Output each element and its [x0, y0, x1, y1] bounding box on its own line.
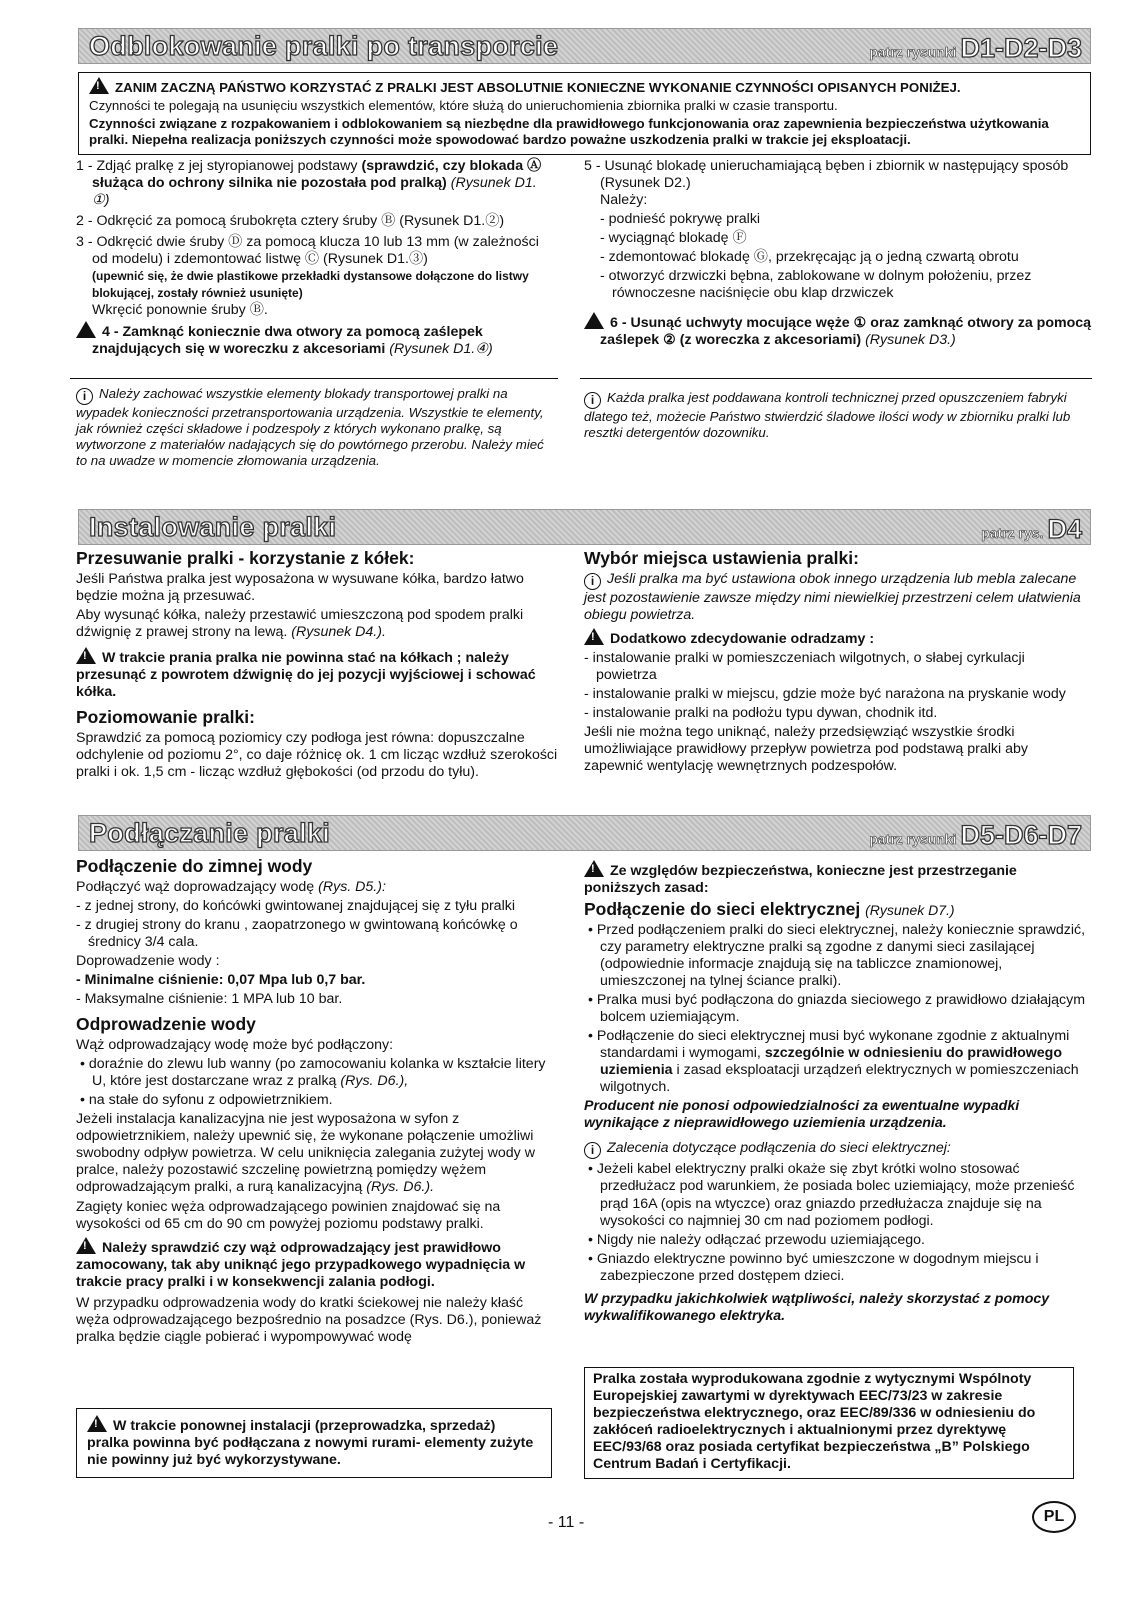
warning-icon — [584, 628, 604, 645]
connect-right: !Ze względów bezpieczeństwa, konieczne jest przestrzeganie poniższych zasad: Podłączenie do sieci elektrycznej (Rysunek D7.) • Przed podłączeniem pralki do sieci elektrycznej, należy koniecznie sprawdzić, czy parametry elektryczne pralki są zgodne z danymi sieci zasilającej (odpowiednie informacje znajdują się na tabliczce znamionowej, umieszczonej na tylnej ściance pralki). • Pralka musi być podłączona do gniazda sieciowego z prawidłowo działającym bolcem uziemiającym. • Podłączenie do sieci elektrycznej musi być wykonane zgodnie z aktualnymi standardami i wymogami, szczególnie w odniesieniu do prawidłowego uziemienia i zasad eksploatacji urządzeń elektrycznych w pomieszczeniach wilgotnych. Producent nie ponosi odpowiedzialności za ewentualne wypadki wynikające z nieprawidłowego uziemienia urządzenia. i Zalecenia dotyczące podłączenia do sieci elektrycznej: • Jeżeli kabel elektryczny pralki okaże się zbyt krótki wolno stosować przedłużacz pod warunkiem, że posiada bolec uziemiający, może przenieść prąd 16A (opis na wtyczce) oraz gniazdo przedłużacza znajduje się na wysokości co najmniej 30 cm nad poziomem podłogi. • Nigdy nie należy odłączać przewodu uziemiającego. • Gniazdo elektryczne powinno być umieszczone w dogodnym miejscu i zabezpieczone przed dostępem dzieci. W przypadku jakichkolwiek wątpliwości, należy skorzystać z pomocy wykwalifikowanego elektryka. — [584, 860, 1089, 1327]
note-right: i Każda pralka jest poddawana kontroli technicznej przed opuszczeniem fabryki dlatego też, możecie Państwo stwierdzić śladowe ilości wody w zbiorniku pralki lub resztki detergentów dozowniku. — [584, 390, 1071, 440]
section-title: Podłączanie pralki — [89, 818, 330, 848]
figure-ref: patrz rys. D4 — [981, 514, 1082, 544]
page-number: - 11 - — [548, 1514, 585, 1531]
warning-icon — [87, 1415, 107, 1432]
language-badge: PL — [1032, 1501, 1076, 1533]
heading: Odprowadzenie wody — [76, 1014, 256, 1035]
section-title: Odblokowanie pralki po transporcie — [89, 31, 559, 61]
warning-icon — [76, 647, 96, 664]
divider — [580, 378, 1092, 379]
connect-left: Podłączenie do zimnej wody Podłączyć wąż doprowadzający wodę (Rys. D5.): - z jednej strony, do końcówki gwintowanej znajdującej się z tyłu pralki - z drugiej strony do kranu , zaopatrzonego w gwintowaną końcówkę o średnicy 3/4 cala. Doprowadzenie wody : - Minimalne ciśnienie: 0,07 Mpa lub 0,7 bar. - Maksymalne ciśnienie: 1 MPA lub 10 bar. Odprowadzenie wody Wąż odprowadzający wodę może być podłączony: • doraźnie do zlewu lub wanny (po zamocowaniu kolanka w kształcie litery U, które jest dostarczane wraz z pralką (Rys. D6.), • na stałe do syfonu z odpowietrznikiem. Jeżeli instalacja kanalizacyjna nie jest wyposażona w syfon z odpowietrznikiem, należy upewnić się, że wykonane połączenie umożliwi swobodny odpływ powietrza. W celu uniknięcia zalegania zużytej wody w pralce, należy pozostawić szczelinę powietrzną pomiędzy wężem odprowadzającym pralki, a rurą kanalizacyjną (Rys. D6.). Zagięty koniec węża odprowadzającego powinien znajdować się na wysokości od 65 cm do 90 cm powyżej poziomu podstawy pralki. !Należy sprawdzić czy wąż odprowadzający jest prawidłowo zamocowany, tak aby uniknąć jego przypadkowego wypadnięcia w trakcie pracy pralki i w konsekwencji zalania podłogi. W przypadku odprowadzenia wody do kratki ściekowej nie należy kłaść węża odprowadzającego bezpośrednio na posadzce (Rys. D6.), ponieważ pralka będzie ciągle pobierać i wypompowywać wodę — [76, 856, 558, 1348]
figure-ref: patrz rysunki D5-D6-D7 — [869, 820, 1082, 850]
warning-icon — [89, 77, 109, 94]
heading: Poziomowanie pralki: — [76, 707, 255, 728]
heading: Podłączenie do zimnej wody — [76, 856, 313, 876]
warning-icon — [584, 860, 604, 877]
heading: Podłączenie do sieci elektrycznej (Rysunek D7.) — [584, 899, 955, 920]
figure-ref: patrz rysunki D1-D2-D3 — [869, 33, 1082, 63]
section-banner-unlock — [78, 28, 1091, 64]
warning-icon — [584, 312, 604, 329]
note-left: i Należy zachować wszystkie elementy blokady transportowej pralki na wypadek konieczności przetransportowania urządzenia. Wszystkie te elementy, jak również części składowe i podzespoły z których wykonano pralkę, są wytworzone z materiałów nadających się do powtórnego przerobu. Należy mieć to na uwadze w momencie złomowania urządzenia. — [76, 386, 544, 468]
info-icon: i — [584, 1142, 601, 1159]
divider — [70, 378, 558, 379]
reinstall-warning-box: !W trakcie ponownej instalacji (przeprowadzka, sprzedaż) pralka powinna być podłączana z nowymi rurami- elementy zużyte nie powinny już być wykorzystywane. — [76, 1408, 552, 1478]
warning-icon — [76, 321, 96, 338]
heading: Wybór miejsca ustawienia pralki: — [584, 548, 859, 568]
section-title: Instalowanie pralki — [89, 512, 337, 542]
info-icon: i — [584, 392, 601, 409]
info-icon: i — [584, 573, 601, 590]
install-right: Wybór miejsca ustawienia pralki: i Jeśli pralka ma być ustawiona obok innego urządzenia lub mebla zalecane jest pozostawienie zawsze między nimi niewielkiej przestrzeni celem ułatwienia obiegu powietrza. !Dodatkowo zdecydowanie odradzamy : - instalowanie pralki w pomieszczeniach wilgotnych, o słabej cyrkulacji powietrza - instalowanie pralki w miejscu, gdzie może być narażona na pryskanie wody - instalowanie pralki na podłożu typu dywan, chodnik itd. Jeśli nie można tego uniknąć, należy przedsięwziąć wszystkie środki umożliwiające prawidłowy przepływ powietrza pod podstawą pralki aby zapewnić wentylację wewnętrznych podzespołów. — [584, 548, 1089, 777]
info-icon: i — [76, 388, 93, 405]
heading: Przesuwanie pralki - korzystanie z kółek: — [76, 548, 415, 568]
section-banner-connect — [78, 815, 1091, 851]
steps-left: 1 - Zdjąć pralkę z jej styropianowej podstawy (sprawdzić, czy blokada Ⓐ służąca do ochrony silnika nie pozostała pod pralką) (Rysunek D1. ①) 2 - Odkręcić za pomocą śrubokręta cztery śruby Ⓑ (Rysunek D1.②) 3 - Odkręcić dwie śruby Ⓓ za pomocą klucza 10 lub 13 mm (w zależności od modelu) i zdemontować listwę Ⓒ (Rysunek D1.③) (upewnić się, że dwie plastikowe przekładki dystansowe dołączone do listwy blokującej, zostały również usunięte) Wkręcić ponownie śruby Ⓑ. !4 - Zamknąć koniecznie dwa otwory za pomocą zaślepek znajdujących się w woreczku z akcesoriami (Rysunek D1.④) — [76, 158, 556, 362]
section-banner-install — [78, 509, 1091, 545]
steps-right: 5 - Usunąć blokadę unieruchamiającą bęben i zbiornik w następujący sposób (Rysunek D2.) Należy: - podnieść pokrywę pralki - wyciągnąć blokadę Ⓕ - zdemontować blokadę Ⓖ, przekręcając ją o jedną czwartą obrotu - otworzyć drzwiczki bębna, zablokowane w dolnym położeniu, przez równoczesne naciśnięcie obu klap drzwiczek !6 - Usunąć uchwyty mocujące węże ① oraz zamknąć otwory za pomocą zaślepek ② (z woreczka z akcesoriami) (Rysunek D3.) — [584, 158, 1094, 353]
warning-box: !ZANIM ZACZNĄ PAŃSTWO KORZYSTAĆ Z PRALKI JEST ABSOLUTNIE KONIECZNE WYKONANIE CZYNNOŚCI OPISANYCH PONIŻEJ. Czynności te polegają na usunięciu wszystkich elementów, które służą do unieruchomienia zbiornika pralki w czasie transportu. Czynności związane z rozpakowaniem i odblokowaniem są niezbędne dla prawidłowego funkcjonowania oraz zapewnienia bezpieczeństwa użytkowania pralki. Niepełna realizacja poniższych czynności może spowodować bardzo poważne uszkodzenia pralki w trakcie jej eksploatacji. — [78, 72, 1091, 155]
install-left: Przesuwanie pralki - korzystanie z kółek: Jeśli Państwa pralka jest wyposażona w wysuwane kółka, bardzo łatwo będzie można ją przesuwać. Aby wysunąć kółka, należy przestawić umieszczoną pod spodem pralki dźwignię z prawej strony na lewą. (Rysunek D4.). !W trakcie prania pralka nie powinna stać na kółkach ; należy przesunąć z powrotem dźwignię do jej pozycji wyjściowej i schować kółka. Poziomowanie pralki: Sprawdzić za pomocą poziomicy czy podłoga jest równa: dopuszczalne odchylenie od poziomu 2°, co daje różnicę ok. 1 cm licząc wzdłuż szerokości pralki i ok. 1,5 cm - licząc wzdłuż głębokości (od przodu do tyłu). — [76, 548, 558, 783]
certification-box: Pralka została wyprodukowana zgodnie z wytycznymi Wspólnoty Europejskiej zawartymi w dyrektywach EEC/73/23 w zakresie bezpieczeństwa elektrycznego, oraz EEC/89/336 w odniesieniu do zakłóceń radioelektrycznych i aktualnionymi przez dyrektywę EEC/93/68 oraz posiada certyfikat bezpieczeństwa „B” Polskiego Centrum Badań i Certyfikacji. — [584, 1367, 1074, 1479]
warning-icon — [76, 1237, 96, 1254]
